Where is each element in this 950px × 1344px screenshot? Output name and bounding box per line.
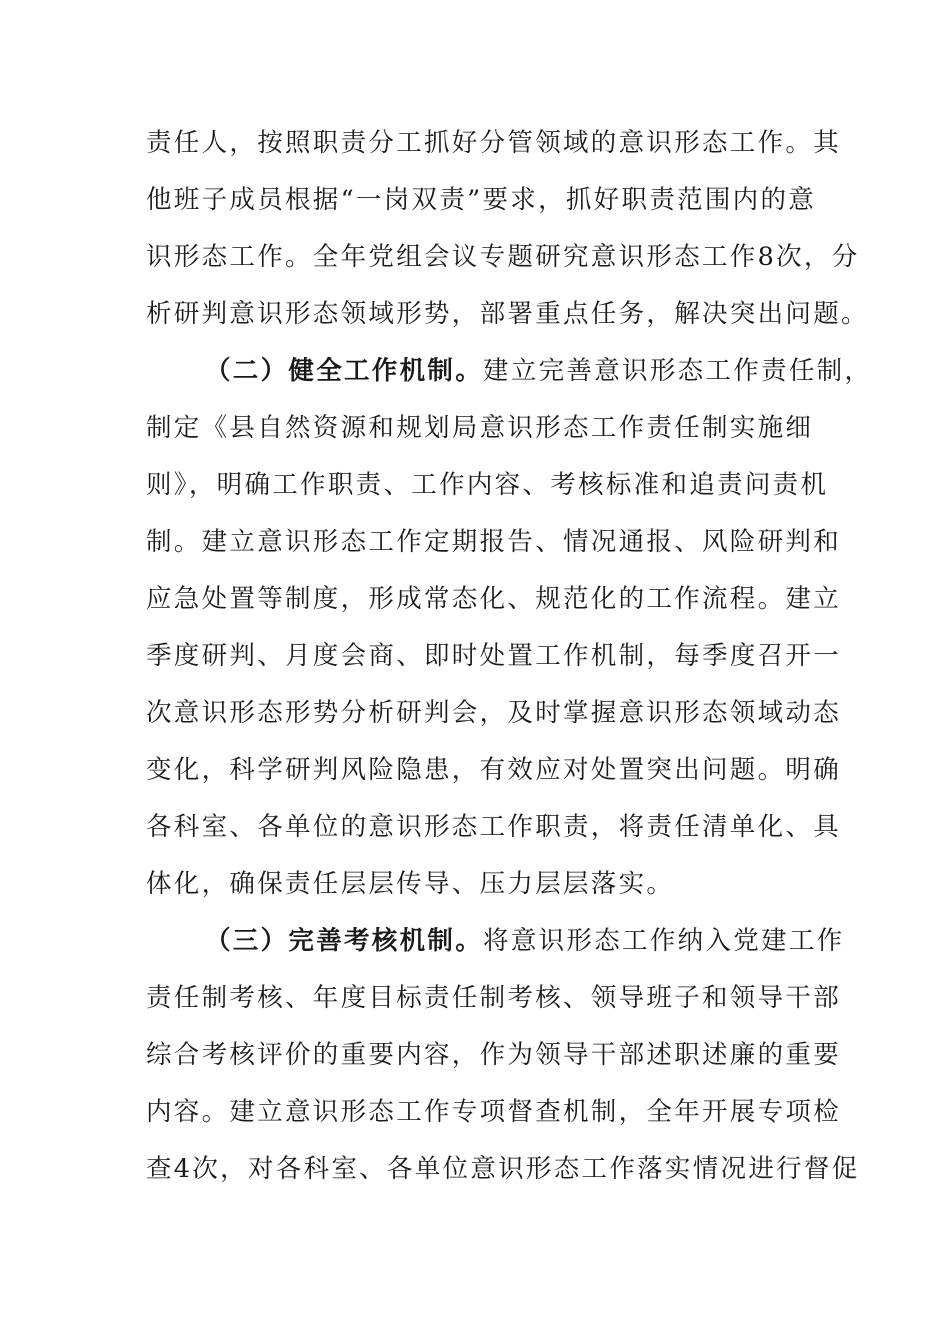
- text-line: 变化，科学研判风险隐患，有效应对处置突出问题。明确: [146, 755, 842, 785]
- text-line: 体化，确保责任层层传导、压力层层落实。: [146, 869, 675, 899]
- text-line: 次意识形态形势分析研判会，及时掌握意识形态领域动态: [146, 698, 842, 728]
- text-line: 则》，明确工作职责、工作内容、考核标准和追责问责机: [146, 470, 829, 500]
- text-line: 制。建立意识形态工作定期报告、情况通报、风险研判和: [146, 527, 842, 557]
- text-line: 他班子成员根据“一岗双责”要求，抓好职责范围内的意: [146, 185, 817, 215]
- section-lead-text: 建立完善意识形态工作责任制，: [483, 356, 873, 386]
- section-heading: （二）健全工作机制。: [205, 356, 484, 386]
- text-line: 各科室、各单位的意识形态工作职责，将责任清单化、具: [146, 812, 842, 842]
- text-line: 责任制考核、年度目标责任制考核、领导班子和领导干部: [146, 983, 842, 1013]
- text-line: 析研判意识形态领域形势，部署重点任务，解决突出问题。: [146, 299, 869, 329]
- section-heading: （三）完善考核机制。: [205, 926, 484, 956]
- text-line: 责任人，按照职责分工抓好分管领域的意识形态工作。其: [146, 128, 842, 158]
- section-lead-text: 将意识形态工作纳入党建工作: [483, 926, 845, 956]
- text-line: 应急处置等制度，形成常态化、规范化的工作流程。建立: [146, 584, 842, 614]
- text-line: 综合考核评价的重要内容，作为领导干部述职述廉的重要: [146, 1040, 842, 1070]
- text-line: 识形态工作。全年党组会议专题研究意识形态工作8次，分: [146, 242, 860, 272]
- text-line: 内容。建立意识形态工作专项督查机制，全年开展专项检: [146, 1097, 842, 1127]
- text-line: 季度研判、月度会商、即时处置工作机制，每季度召开一: [146, 641, 842, 671]
- text-line: 查4次，对各科室、各单位意识形态工作落实情况进行督促: [146, 1154, 860, 1184]
- text-line: 制定《县自然资源和规划局意识形态工作责任制实施细: [146, 413, 814, 443]
- section-heading-line: [205, 351, 885, 391]
- section-heading-line: [205, 921, 885, 961]
